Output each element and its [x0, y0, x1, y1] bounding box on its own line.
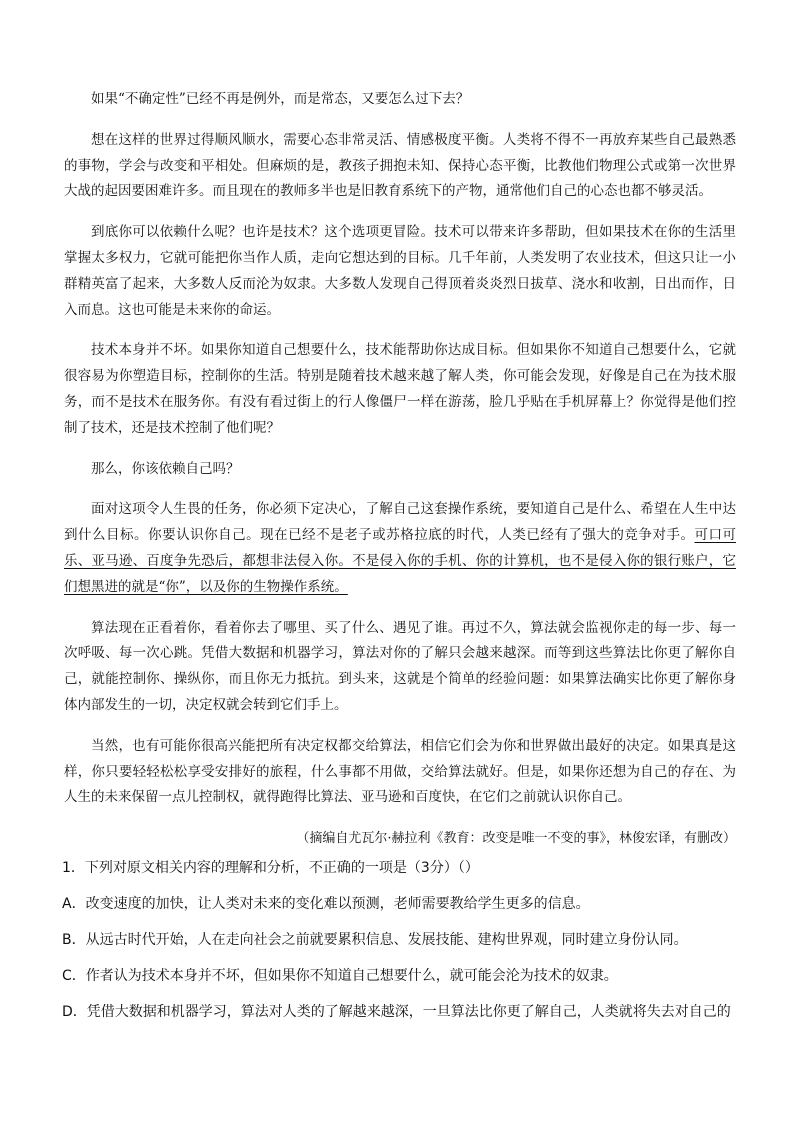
passage-source: （摘编自尤瓦尔·赫拉利《教育：改变是唯一不变的事》，林俊宏译，有删改） [296, 831, 736, 847]
option-c: C．作者认为技术本身并不坏，但如果你不知道自己想要什么，就可能会沦为技术的奴隶。 [62, 968, 618, 984]
question-1-stem: 1．下列对原文相关内容的理解和分析，不正确的一项是（3分）（） [62, 860, 479, 876]
passage-paragraph-1: 如果“不确定性”已经不再是例外，而是常态，又要怎么过下去？ [91, 91, 470, 107]
passage-paragraph-2: 想在这样的世界过得顺风顺水，需要心态非常灵活、情感极度平衡。人类将不得不一再放弃某些自己最熟悉的事物，学会与改变和平相处。但麻烦的是，教孩子拥抱未知、保持心态平衡，比教他们物理公式或第一次世界大战的起因要困难许多。而且现在的教师多半也是旧教育系统下的产物，通常他们自己的心态也都不够灵活。 [64, 131, 736, 200]
passage-paragraph-8: 当然，也有可能你很高兴能把所有决定权都交给算法，相信它们会为你和世界做出最好的决定。如果真是这样，你只要轻轻松松享受安排好的旅程，什么事都不用做，交给算法就好。但是，如果你还想为自己的存在、为人生的未来保留一点儿控制权，就得跑得比算法、亚马逊和百度快，在它们之前就认识你自己。 [64, 737, 736, 806]
option-d: D．凭借大数据和机器学习，算法对人类的了解越来越深，一旦算法比你更了解自己，人类就将失去对自己的 [62, 1004, 731, 1020]
passage-paragraph-7: 算法现在正看着你，看着你去了哪里、买了什么、遇见了谁。再过不久，算法就会监视你走的每一步、每一次呼吸、每一次心跳。凭借大数据和机器学习，算法对你的了解只会越来越深。而等到这些算法比你更了解你自己，就能控制你、操纵你，而且你无力抵抗。到头来，这就是个简单的经验问题：如果算法确实比你更了解你身体内部发生的一切，决定权就会转到它们手上。 [64, 619, 736, 713]
passage-paragraph-4: 技术本身并不坏。如果你知道自己想要什么，技术能帮助你达成目标。但如果你不知道自己想要什么，它就很容易为你塑造目标，控制你的生活。特别是随着技术越来越了解人类，你可能会发现，好像是自己在为技术服务，而不是技术在服务你。有没有看过街上的行人像僵尸一样在游荡，脸几乎贴在手机屏幕上？你觉得是他们控制了技术，还是技术控制了他们呢？ [64, 342, 736, 436]
reading-passage [64, 87, 736, 867]
underlined-sentence: 可口可乐、亚马逊、百度争先恐后，都想非法侵入你。不是侵入你的手机、你的计算机，也不是侵入你的银行账户，它们想黑进的就是“你”，以及你的生物操作系统。 [64, 527, 737, 595]
option-b: B．从远古时代开始，人在走向社会之前就要累积信息、发展技能、建构世界观，同时建立身份认同。 [62, 932, 688, 948]
question-section [62, 857, 738, 1037]
paragraph-6-text: 面对这项令人生畏的任务，你必须下定决心，了解自己这套操作系统，要知道自己是什么、希望在人生中达到什么目标。你要认识你自己。现在已经不是老子或苏格拉底的时代，人类已经有了强大的竞争对手。 [64, 501, 736, 544]
passage-paragraph-3: 到底你可以依赖什么呢？也许是技术？这个选项更冒险。技术可以带来许多帮助，但如果技术在你的生活里掌握太多权力，它就可能把你当作人质，走向它想达到的目标。几千年前，人类发明了农业技术，但这只让一小群精英富了起来，大多数人反而沦为奴隶。大多数人发现自己得顶着炎炎烈日拔草、浇水和收割，日出而作，日入而息。这也可能是未来你的命运。 [64, 224, 736, 318]
option-a: A．改变速度的加快，让人类对未来的变化难以预测，老师需要教给学生更多的信息。 [62, 896, 590, 912]
passage-paragraph-6 [64, 497, 736, 600]
passage-paragraph-5: 那么，你该依赖自己吗？ [91, 460, 240, 477]
